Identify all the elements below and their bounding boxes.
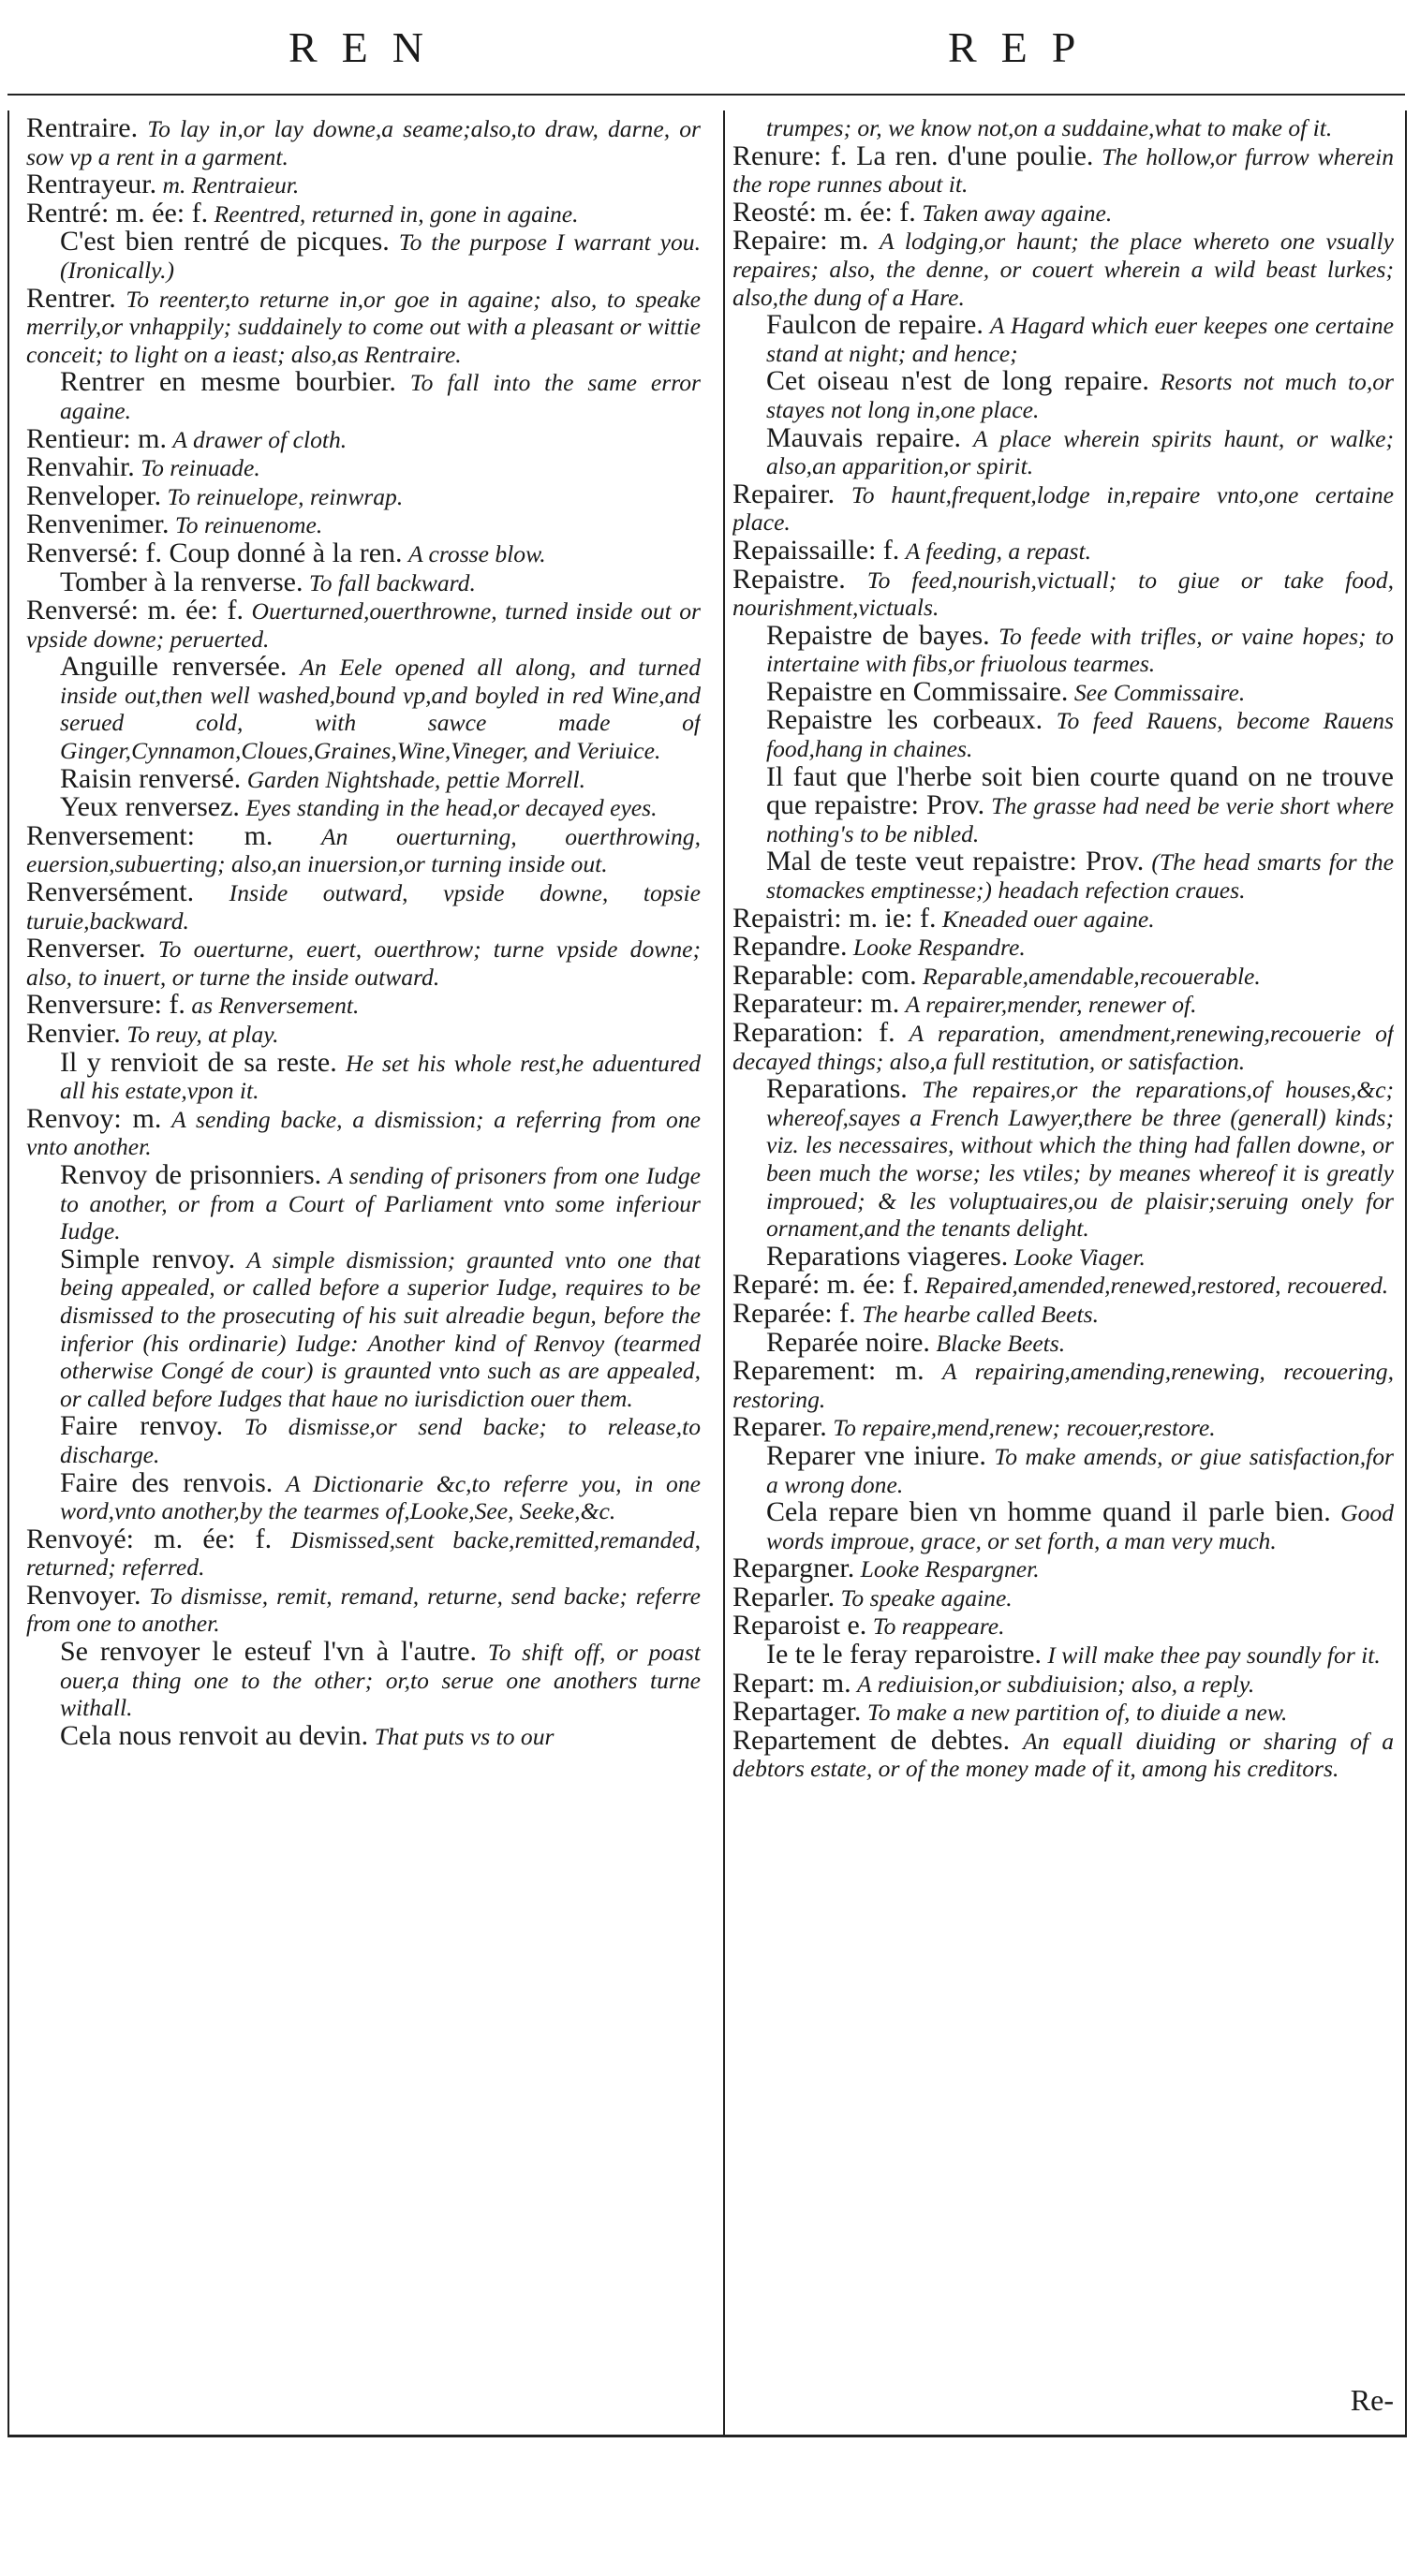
right-column — [732, 114, 1394, 2427]
entry-headword: Reparer. — [732, 1411, 827, 1443]
entry-headword: Reparer vne iniure. — [766, 1439, 986, 1471]
dictionary-entry — [732, 1075, 1394, 1243]
entry-headword: Repaistre. — [732, 563, 846, 595]
entry-definition: A Dictionarie &c,to referre you, in one word,vnto another,by the tearmes of,Looke,See, Seeke,&c. — [60, 1469, 701, 1525]
entry-headword: Renversé: f. Coup donné à la ren. — [26, 537, 403, 568]
dictionary-entry — [732, 534, 1394, 566]
dictionary-entry — [732, 1698, 1394, 1727]
catchword: Re- — [1350, 2383, 1394, 2417]
dictionary-entry — [732, 1667, 1394, 1699]
entry-definition: Reparable,amendable,recouerable. — [923, 962, 1261, 990]
entry-headword: Renversement: m. — [26, 819, 274, 851]
entry-headword: Renversément. — [26, 876, 195, 908]
dictionary-entry — [26, 596, 701, 653]
page-header — [0, 13, 1420, 79]
entry-definition: To make a new partition of, to diuide a new. — [866, 1699, 1288, 1727]
dictionary-entry — [732, 847, 1394, 904]
header-rule — [7, 94, 1405, 96]
entry-headword: Reparation: f. — [732, 1017, 895, 1048]
entry-definition: Eyes standing in the head,or decayed eyes. — [245, 794, 658, 822]
entry-headword: Faulcon de repaire. — [766, 309, 984, 341]
dictionary-entry — [26, 568, 701, 597]
entry-definition: Repaired,amended,renewed,restored, recouered. — [924, 1272, 1389, 1300]
entry-headword: Renvier. — [26, 1018, 121, 1049]
entry-headword: Reparler. — [732, 1581, 836, 1612]
entry-headword: Repaissaille: f. — [732, 534, 900, 566]
dictionary-entry — [26, 1245, 701, 1413]
entry-headword: Rentrer. — [26, 282, 116, 314]
entry-definition: The grasse had need be verie short where nothing's to be nibled. — [766, 792, 1394, 847]
entry-headword: Ie te le feray reparoistre. — [766, 1639, 1042, 1671]
entry-headword: Repairer. — [732, 478, 836, 509]
entry-headword: Renure: f. La ren. d'une poulie. — [732, 140, 1094, 171]
dictionary-entry — [26, 228, 701, 284]
dictionary-entry — [732, 1724, 1394, 1783]
entry-definition: To shift off, or poast ouer,a thing one to the other; or,to serue one anothers turne withall. — [60, 1639, 701, 1722]
dictionary-entry — [26, 1412, 701, 1468]
entry-definition: To reinuade. — [141, 454, 260, 482]
dictionary-entry — [732, 933, 1394, 962]
entry-headword: Raisin renversé. — [60, 762, 242, 794]
header-right: REP — [948, 23, 1101, 71]
dictionary-entry — [26, 1525, 701, 1582]
entry-definition: The hearbe called Beets. — [862, 1300, 1100, 1328]
entry-definition: A Hagard which euer keepes one certaine stand at night; and hence; — [766, 312, 1394, 367]
entry-definition: A rediuision,or subdiuision; also, a reply. — [857, 1670, 1255, 1698]
dictionary-entry — [732, 421, 1394, 480]
entry-definition: Good words improue, grace, or set forth, a man very much. — [766, 1499, 1394, 1554]
dictionary-entry — [26, 422, 701, 454]
entry-definition: Inside outward, vpside downe, topsie turuie,backward. — [26, 879, 701, 935]
entry-definition: Looke Respargner. — [860, 1555, 1040, 1583]
entry-definition: Kneaded ouer againe. — [941, 905, 1155, 933]
entry-definition: A sending backe, a dismission; a referring from one vnto another. — [26, 1105, 701, 1161]
entry-definition: To reappeare. — [872, 1612, 1005, 1641]
entry-definition: To haunt,frequent,lodge in,repaire vnto,one certaine place. — [732, 480, 1394, 537]
dictionary-entry — [732, 563, 1394, 622]
entry-headword: Reparations. — [766, 1073, 908, 1105]
entry-headword: Reparations viageres. — [766, 1240, 1009, 1272]
dictionary-entry — [732, 114, 1394, 142]
dictionary-entry — [732, 1297, 1394, 1329]
entry-headword: Faire des renvois. — [60, 1466, 274, 1498]
entry-definition: To ouerturne, euert, ouerthrow; turne vpside downe; also, to inuert, or turne the inside outward. — [26, 935, 701, 991]
entry-definition: An equall diuiding or sharing of a debtors estate, or of the money made of it, among his creditors. — [732, 1727, 1394, 1783]
entry-definition: trumpes; or, we know not,on a suddaine,what to make of it. — [766, 114, 1333, 141]
entry-definition: To feed,nourish,victuall; to giue or take food, nourishment,victuals. — [732, 566, 1394, 622]
entry-definition: To fall backward. — [308, 568, 476, 596]
entry-headword: Yeux renversez. — [60, 791, 240, 823]
entry-headword: Cela repare bien vn homme quand il parle bien. — [766, 1496, 1331, 1528]
entry-definition: m. Rentraieur. — [162, 171, 300, 199]
entry-headword: Repaire: m. — [732, 225, 869, 257]
entry-definition: To feed Rauens, become Rauens food,hang in chaines. — [766, 707, 1394, 763]
entry-headword: Repargner. — [732, 1553, 855, 1584]
dictionary-entry — [26, 479, 701, 511]
dictionary-entry — [732, 1357, 1394, 1413]
entry-definition: To the purpose I warrant you. (Ironically.) — [60, 228, 701, 284]
entry-definition: A place wherein spirits haunt, or walke; also,an apparition,or spirit. — [766, 424, 1394, 480]
entry-definition: That puts vs to our — [374, 1722, 555, 1750]
entry-headword: Mal de teste veut repaistre: Prov. — [766, 846, 1145, 877]
entry-definition: as Renversement. — [191, 992, 360, 1020]
dictionary-entry — [26, 114, 701, 170]
entry-headword: Renvoyer. — [26, 1579, 141, 1611]
dictionary-entry — [26, 819, 701, 878]
entry-headword: Il faut que l'herbe soit bien courte quand on ne trouve que repaistre: Prov. — [766, 760, 1394, 821]
dictionary-entry — [26, 1638, 701, 1722]
entry-headword: Cet oiseau n'est de long repaire. — [766, 365, 1149, 397]
header-left: REN — [288, 23, 448, 71]
column-divider — [723, 110, 725, 2435]
entry-definition: Blacke Beets. — [936, 1329, 1066, 1357]
dictionary-entry — [26, 1719, 701, 1751]
dictionary-entry — [26, 1466, 701, 1525]
dictionary-entry — [26, 199, 701, 228]
dictionary-entry — [26, 1046, 701, 1105]
dictionary-entry — [732, 1612, 1394, 1641]
entry-headword: Mauvais repaire. — [766, 421, 962, 453]
entry-definition: To speake againe. — [840, 1583, 1013, 1612]
dictionary-entry — [26, 1020, 701, 1049]
entry-headword: Renversé: m. ée: f. — [26, 595, 244, 626]
entry-definition: I will make thee pay soundly for it. — [1047, 1641, 1381, 1670]
dictionary-entry — [26, 878, 701, 935]
entry-headword: Renvoy de prisonniers. — [60, 1158, 322, 1190]
entry-definition: He set his whole rest,he aduentured all his estate,vpon it. — [60, 1049, 701, 1105]
entry-definition: Garden Nightshade, pettie Morrell. — [246, 765, 586, 793]
entry-definition: An ouerturning, ouerthrowing, euersion,subuerting; also,an inuersion,or turning inside out. — [26, 822, 701, 878]
dictionary-entry — [26, 935, 701, 991]
entry-headword: Reosté: m. ée: f. — [732, 196, 916, 228]
entry-headword: Tomber à la renverse. — [60, 566, 303, 597]
dictionary-entry — [26, 991, 701, 1020]
entry-headword: Renveloper. — [26, 479, 162, 511]
entry-definition: To reuy, at play. — [126, 1021, 279, 1048]
dictionary-entry — [732, 1554, 1394, 1583]
entry-definition: The repaires,or the reparations,of houses,&c; whereof,sayes a French Lawyer,there be three (generall) kinds; viz. les necessaires, without which the thing had fallen downe, or been much the worse; les vtiles; by meanes whereof it is greatly improued; & les voluptuaires,ou de plaisir;seruing onely for ornament,and the tenants delight. — [766, 1076, 1394, 1243]
dictionary-entry — [26, 510, 701, 539]
dictionary-entry — [26, 453, 701, 482]
entry-headword: Renverser. — [26, 933, 146, 964]
entry-definition: A sending of prisoners from one Iudge to another, or from a Court of Parliament vnto some inferiour Iudge. — [60, 1161, 701, 1245]
dictionary-entry — [732, 619, 1394, 678]
entry-headword: Repartager. — [732, 1696, 862, 1728]
entry-definition: A crosse blow. — [407, 539, 546, 567]
dictionary-entry — [732, 196, 1394, 228]
dictionary-entry — [26, 539, 701, 568]
dictionary-entry — [732, 1019, 1394, 1075]
dictionary-entry — [732, 1413, 1394, 1442]
entry-headword: Repaistre les corbeaux. — [766, 704, 1043, 736]
entry-definition: To lay in,or lay downe,a seame;also,to draw, darne, or sow vp a rent in a garment. — [26, 115, 701, 170]
dictionary-entry — [26, 793, 701, 822]
entry-headword: Repart: m. — [732, 1667, 851, 1699]
entry-headword: Anguille renversée. — [60, 651, 288, 683]
entry-headword: Reparée: f. — [732, 1297, 856, 1329]
entry-definition: Looke Viager. — [1013, 1243, 1146, 1271]
entry-headword: Renversure: f. — [26, 989, 185, 1021]
entry-headword: Renvoy: m. — [26, 1102, 162, 1134]
entry-headword: Repaistre en Commissaire. — [766, 675, 1069, 707]
entry-definition: Taken away againe. — [922, 199, 1113, 227]
entry-definition: A reparation, amendment,renewing,recouerie of decayed things; also,a full restitution, or satisfaction. — [732, 1020, 1394, 1075]
entry-definition: To reinuelope, reinwrap. — [167, 482, 404, 510]
entry-definition: A drawer of cloth. — [172, 425, 348, 453]
entry-headword: Repartement de debtes. — [732, 1724, 1011, 1756]
dictionary-entry — [26, 762, 701, 794]
entry-headword: Reparement: m. — [732, 1355, 924, 1387]
dictionary-entry — [732, 1326, 1394, 1358]
entry-definition: A feeding, a repast. — [905, 537, 1092, 565]
entry-headword: Il y renvioit de sa reste. — [60, 1046, 337, 1078]
entry-definition: To make amends, or giue satisfaction,for a wrong done. — [766, 1442, 1394, 1498]
entry-definition: To fall into the same error againe. — [60, 369, 701, 424]
entry-headword: Repaistre de bayes. — [766, 619, 990, 651]
entry-headword: Cela nous renvoit au devin. — [60, 1719, 369, 1751]
entry-headword: Renvoyé: m. ée: f. — [26, 1523, 273, 1554]
entry-definition: Dismissed,sent backe,remitted,remanded, returned; referred. — [26, 1525, 701, 1582]
entry-definition: An Eele opened all along, and turned inside out,then well washed,bound vp,and boyled in red Wine,and serued cold, with sawce made of Ginger,Cynnamon,Cloues,Graines,Wine,Vineger, and Veriuice. — [60, 654, 701, 765]
entry-definition: To reinuenome. — [174, 511, 323, 539]
entry-headword: Reparé: m. ée: f. — [732, 1269, 920, 1301]
dictionary-entry — [732, 142, 1394, 199]
dictionary-entry — [732, 1498, 1394, 1554]
dictionary-entry — [26, 282, 701, 369]
dictionary-entry — [732, 1641, 1394, 1670]
dictionary-entry — [732, 959, 1394, 991]
entry-definition: To repaire,mend,renew; recouer,restore. — [833, 1414, 1216, 1442]
entry-headword: Rentrer en mesme bourbier. — [60, 366, 396, 398]
dictionary-entry — [732, 480, 1394, 537]
dictionary-entry — [732, 706, 1394, 762]
entry-headword: Reparateur: m. — [732, 988, 900, 1020]
left-column — [26, 114, 701, 2427]
dictionary-entry — [732, 675, 1394, 707]
entry-headword: Reparoist e. — [732, 1610, 867, 1641]
dictionary-entry — [26, 170, 701, 199]
entry-headword: Rentraire. — [26, 114, 139, 143]
entry-definition: A lodging,or haunt; the place whereto one vsually repaires; also, the denne, or couert wherein a wild beast lurkes; also,the dung of a Hare. — [732, 228, 1394, 311]
entry-definition: Resorts not much to,or stayes not long in,one place. — [766, 368, 1394, 423]
entry-headword: Simple renvoy. — [60, 1243, 236, 1274]
entry-headword: Rentré: m. ée: f. — [26, 197, 209, 228]
entry-definition: See Commissaire. — [1073, 678, 1246, 706]
dictionary-entry — [732, 990, 1394, 1019]
dictionary-entry — [26, 653, 701, 764]
dictionary-entry — [26, 1579, 701, 1638]
dictionary-entry — [26, 1102, 701, 1161]
entry-headword: Renvahir. — [26, 451, 135, 483]
entry-definition: A repairing,amending,renewing, recouering, restoring. — [732, 1358, 1394, 1413]
entry-headword: Rentieur: m. — [26, 422, 167, 454]
entry-definition: A repairer,mender, renewer of. — [905, 991, 1197, 1019]
dictionary-entry — [732, 1583, 1394, 1612]
dictionary-entry — [732, 311, 1394, 367]
dictionary-entry — [732, 1240, 1394, 1272]
dictionary-entry — [26, 368, 701, 424]
dictionary-entry — [732, 1271, 1394, 1300]
entry-definition: To reenter,to returne in,or goe in againe; also, to speake merrily,or vnhappily; suddainely to come out with a pleasant or wittie conceit; to light on a ieast; also,as Rentraire. — [26, 285, 701, 368]
dictionary-entry — [732, 227, 1394, 311]
entry-definition: Reentred, returned in, gone in againe. — [214, 199, 579, 228]
entry-definition: A simple dismission; graunted vnto one that being appealed, or called before a superior Iudge, requires to be dismissed to the prosecuting of his suit alreadie begun, before the inferior (his ordinarie) Iudge: Another kind of Renvoy (tearmed otherwise Congé de cour) is graunted vnto such as are appealed, or called before Iudges that haue no iurisdiction ouer them. — [60, 1245, 701, 1412]
entry-headword: Reparable: com. — [732, 959, 917, 991]
entry-definition: The hollow,or furrow wherein the rope runnes about it. — [732, 142, 1394, 199]
entry-headword: Repandre. — [732, 931, 848, 963]
entry-definition: Ouerturned,ouerthrowne, turned inside out or vpside downe; peruerted. — [26, 597, 701, 653]
entry-definition: Looke Respandre. — [852, 934, 1026, 962]
entry-headword: Faire renvoy. — [60, 1410, 224, 1442]
entry-headword: Renvenimer. — [26, 508, 170, 540]
entry-definition: To dismisse,or send backe; to release,to discharge. — [60, 1413, 701, 1468]
dictionary-entry — [732, 902, 1394, 934]
dictionary-entry — [732, 367, 1394, 423]
entry-definition: To dismisse, remit, remand, returne, send backe; referre from one to another. — [26, 1582, 701, 1638]
dictionary-entry — [732, 760, 1394, 848]
entry-headword: C'est bien rentré de picques. — [60, 226, 390, 258]
entry-headword: Rentrayeur. — [26, 169, 157, 200]
dictionary-entry — [26, 1158, 701, 1245]
entry-headword: Repaistri: m. ie: f. — [732, 902, 937, 934]
entry-definition: To feede with trifles, or vaine hopes; to intertaine with fibs,or friuolous tearmes. — [766, 622, 1394, 678]
dictionary-entry — [732, 1439, 1394, 1498]
entry-headword: Se renvoyer le esteuf l'vn à l'autre. — [60, 1636, 478, 1668]
entry-definition: (The head smarts for the stomackes emptinesse;) headach refection craues. — [766, 848, 1394, 905]
entry-headword: Reparée noire. — [766, 1326, 930, 1358]
